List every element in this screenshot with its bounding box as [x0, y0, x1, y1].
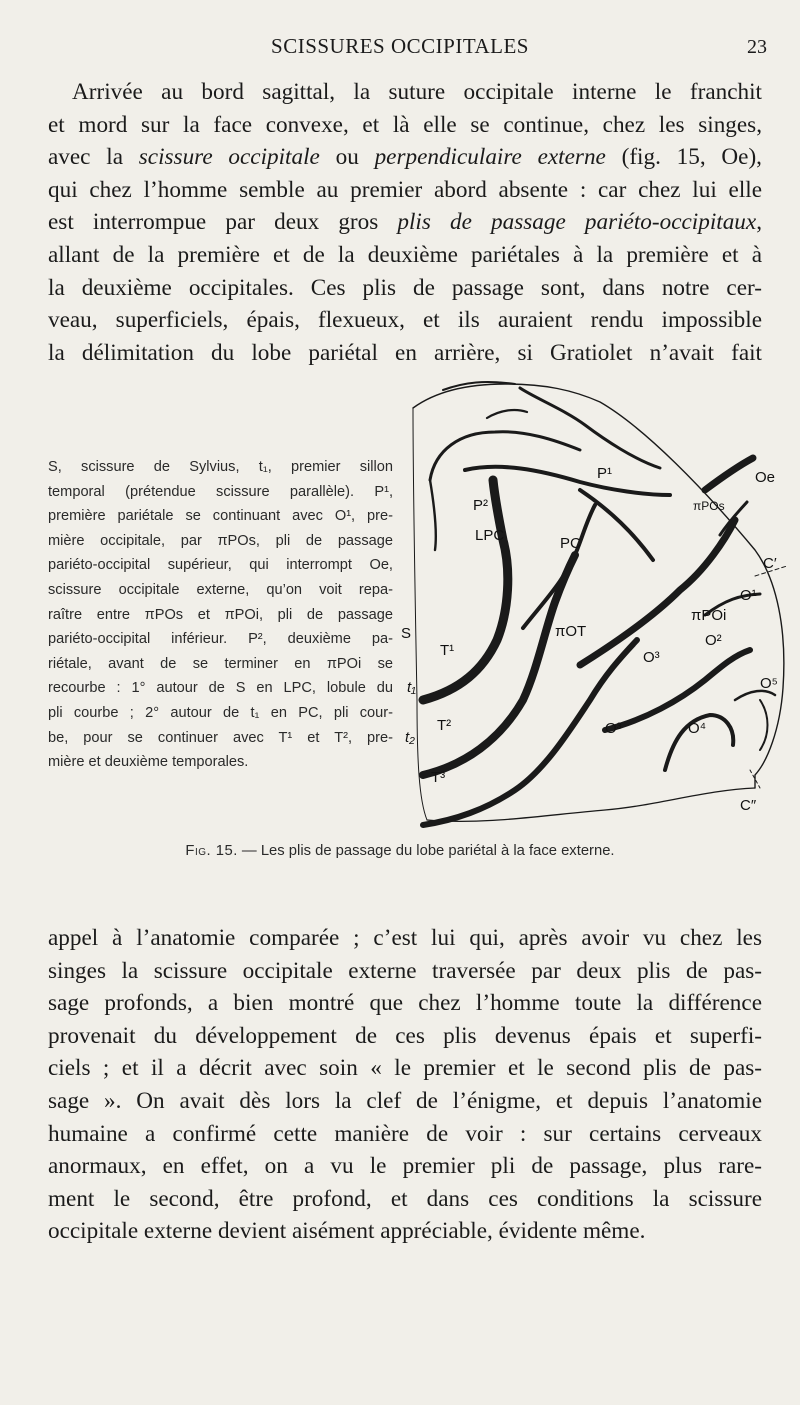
- legend-line: mière occipitale, par πPOs, pli de passage: [48, 532, 393, 549]
- occipital-o5: [760, 700, 768, 750]
- label-t1: T¹: [440, 642, 455, 659]
- legend-line: be, pour se continuer avec T¹ et T², pre-: [48, 729, 393, 746]
- text-line: [48, 141, 762, 174]
- figure-caption-text: — Les plis de passage du lobe pariétal à la face externe.: [237, 843, 615, 859]
- text-line: Arrivée au bord sagittal, la suture occipitale interne le franchit: [72, 79, 762, 105]
- text-line: allant de la première et de la deuxième pariétales à la première et à: [48, 241, 762, 268]
- oe-sulcus: [705, 458, 753, 490]
- label-pipos: πPOs: [693, 499, 725, 513]
- legend-line: pli courbe ; 2° autour de t₁ en PC, pli cour-: [48, 704, 393, 721]
- label-pc: PC: [560, 535, 581, 552]
- legend-line: S, scissure de Sylvius, t₁, premier sillon: [48, 459, 393, 475]
- occipital-sulcus-lower: [605, 650, 750, 730]
- label-oe: Oe: [755, 469, 776, 486]
- label-o3a: O³: [643, 649, 660, 666]
- figure-number: Fig. 15.: [185, 843, 238, 859]
- sulcus-small: [487, 410, 527, 418]
- brain-outline-left: [413, 408, 427, 820]
- text-line: provenait du développement de ces plis devenus épais et superfi-: [48, 1022, 762, 1049]
- label-pipoi: πPOi: [691, 607, 727, 624]
- label-s: S: [401, 625, 412, 642]
- label-t3: T³: [431, 769, 446, 786]
- legend-line: raître entre πPOs et πPOi, pli de passage: [48, 606, 393, 623]
- sylvian-fissure: [423, 480, 508, 700]
- label-t-1: t₁: [407, 679, 416, 696]
- paragraph-2: [48, 922, 762, 1248]
- text-line: humaine a confirmé cette manière de voir : sur certains cerveaux: [48, 1120, 762, 1147]
- label-piot: πOT: [555, 623, 587, 640]
- text-line: ment le second, être profond, et dans ces conditions la scissure: [48, 1185, 762, 1212]
- label-o4: O⁴: [688, 720, 707, 737]
- label-o1: O¹: [740, 587, 757, 604]
- legend-line: riétale, avant de se terminer en πPOi se: [48, 655, 393, 672]
- text-span: (fig. 15, Oe),: [605, 144, 762, 171]
- text-line: occipitale externe devient aisément appréciable, évidente même.: [48, 1218, 646, 1245]
- label-t-2: t₂: [405, 729, 415, 746]
- running-header: [0, 34, 800, 64]
- text-line: et mord sur la face convexe, et là elle se continue, chez les singes,: [48, 111, 762, 138]
- label-c-prime: C′: [763, 555, 777, 572]
- legend-line: première pariétale se continuant avec O¹, pre-: [48, 508, 393, 525]
- legend-line: pariéto-occipital supérieur, qui interrompt Oe,: [48, 557, 393, 574]
- text-line: anormaux, en effet, on a vu le premier pli de passage, plus rare-: [48, 1153, 762, 1180]
- text-line: qui chez l’homme semble au premier abord absente : car chez lui elle: [48, 176, 762, 203]
- rolandic-arc: [430, 432, 580, 480]
- paragraph-1: [48, 76, 762, 369]
- label-lpc: LPC: [475, 527, 505, 544]
- text-span: ou: [319, 144, 375, 171]
- legend-line: pariéto-occipital inférieur. P², deuxième pa-: [48, 631, 393, 648]
- label-p1: P¹: [597, 465, 612, 482]
- label-c-second: C″: [740, 797, 757, 814]
- text-span: avec la: [48, 144, 139, 171]
- legend-line: scissure occipitale externe, qu’on voit repa-: [48, 581, 393, 598]
- italic-term: plis de passage pariéto-occipitaux: [397, 209, 757, 236]
- text-line: [48, 206, 762, 239]
- legend-line: recourbe : 1° autour de S en LPC, lobule du: [48, 680, 393, 697]
- text-span: est interrompue par deux gros: [48, 209, 398, 236]
- top-sulcus: [520, 388, 660, 468]
- label-o2: O²: [705, 632, 722, 649]
- italic-term: scissure occipitale: [138, 144, 320, 171]
- occipital-curl: [735, 691, 775, 700]
- interparietal-branch: [580, 490, 653, 560]
- figure-caption: [0, 843, 800, 859]
- page-number: 23: [747, 36, 767, 58]
- italic-term: perpendiculaire externe: [374, 144, 606, 171]
- text-span: ,: [756, 209, 762, 236]
- text-line: la deuxième occipitales. Ces plis de passage sont, dans notre cer-: [48, 274, 762, 301]
- label-o3b: O³: [605, 720, 622, 737]
- text-line: la délimitation du lobe pariétal en arrière, si Gratiolet n’avait fait: [48, 339, 762, 366]
- brain-diagram: [401, 370, 790, 835]
- brain-figure: [401, 370, 790, 835]
- text-line: ciels ; et il a décrit avec soin « le premier et le second plis de pas-: [48, 1055, 762, 1082]
- text-line: singes la scissure occipitale externe traversée par deux plis de pas-: [48, 957, 762, 984]
- text-line: veau, superficiels, épais, flexueux, et ils auraient rendu impossible: [48, 307, 762, 334]
- label-t2: T²: [437, 717, 452, 734]
- top-fold: [443, 382, 515, 390]
- bottom-contour: [427, 788, 755, 821]
- text-line: sage ». On avait dès lors la clef de l’énigme, et depuis l’anatomie: [48, 1087, 762, 1114]
- running-title: SCISSURES OCCIPITALES: [271, 34, 529, 58]
- sulcus-p2-left: [430, 480, 436, 550]
- temporal-sulcus-1: [423, 555, 575, 775]
- temporal-sulcus-1-top: [523, 505, 595, 628]
- text-line: appel à l’anatomie comparée ; c’est lui qui, après avoir vu chez les: [48, 925, 762, 951]
- legend-line: temporal (prétendue scissure parallèle). P¹,: [48, 483, 393, 500]
- label-p2: P²: [473, 497, 488, 514]
- legend-line: mière et deuxième temporales.: [48, 754, 249, 771]
- text-line: sage profonds, a bien montré que chez l’homme toute la différence: [48, 990, 762, 1017]
- label-o5: O⁵: [760, 675, 778, 692]
- figure-legend: [48, 455, 393, 775]
